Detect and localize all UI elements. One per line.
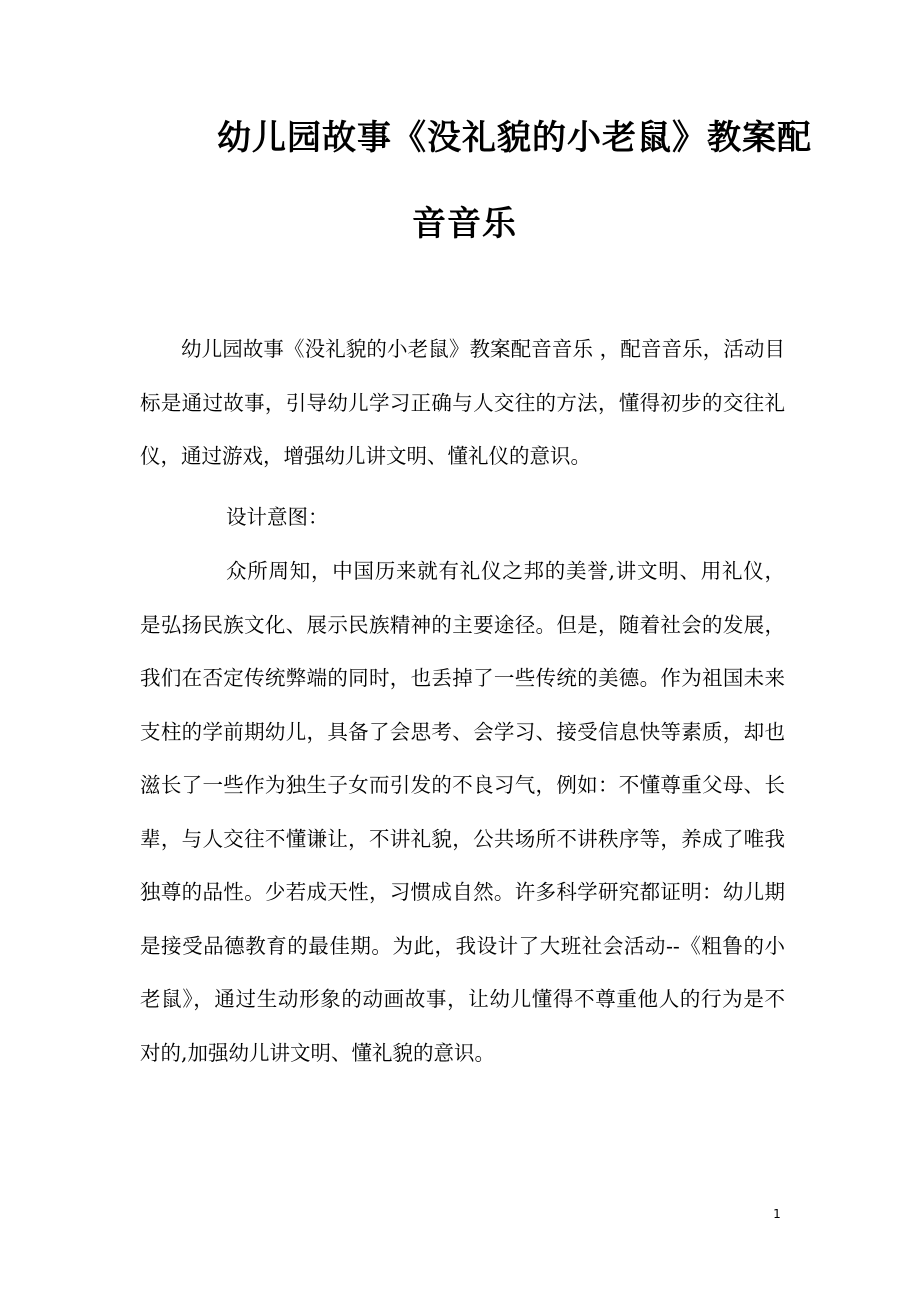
document-title-line-2: 音音乐 <box>412 204 517 244</box>
intro-paragraph: 幼儿园故事《没礼貌的小老鼠》教案配音音乐 ，配音音乐，活动目标是通过故事，引导幼儿学习正确与人交往的方法，懂得初步的交往礼仪，通过游戏，增强幼儿讲文明、懂礼仪的意识。 <box>140 337 785 468</box>
page-number: 1 <box>773 1207 781 1221</box>
design-intent-heading: 设计意图： <box>226 505 329 529</box>
document-title-line-1: 幼儿园故事《没礼貌的小老鼠》教案配 <box>217 118 812 158</box>
design-intent-paragraph: 众所周知，中国历来就有礼仪之邦的美誉,讲文明、用礼仪，是弘扬民族文化、展示民族精神的主要途径。但是，随着社会的发展，我们在否定传统弊端的同时，也丢掉了一些传统的美德。作为祖国未来支柱的学前期幼儿，具备了会思考、会学习、接受信息快等素质，却也滋长了一些作为独生子女而引发的不良习气，例如：不懂尊重父母、长辈，与人交往不懂谦让，不讲礼貌，公共场所不讲秩序等，养成了唯我独尊的品性。少若成天性，习惯成自然。许多科学研究都证明：幼儿期是接受品德教育的最佳期。为此，我设计了大班社会活动--《粗鲁的小老鼠》，通过生动形象的动画故事，让幼儿懂得不尊重他人的行为是不对的,加强幼儿讲文明、懂礼貌的意识。 <box>140 559 785 1065</box>
